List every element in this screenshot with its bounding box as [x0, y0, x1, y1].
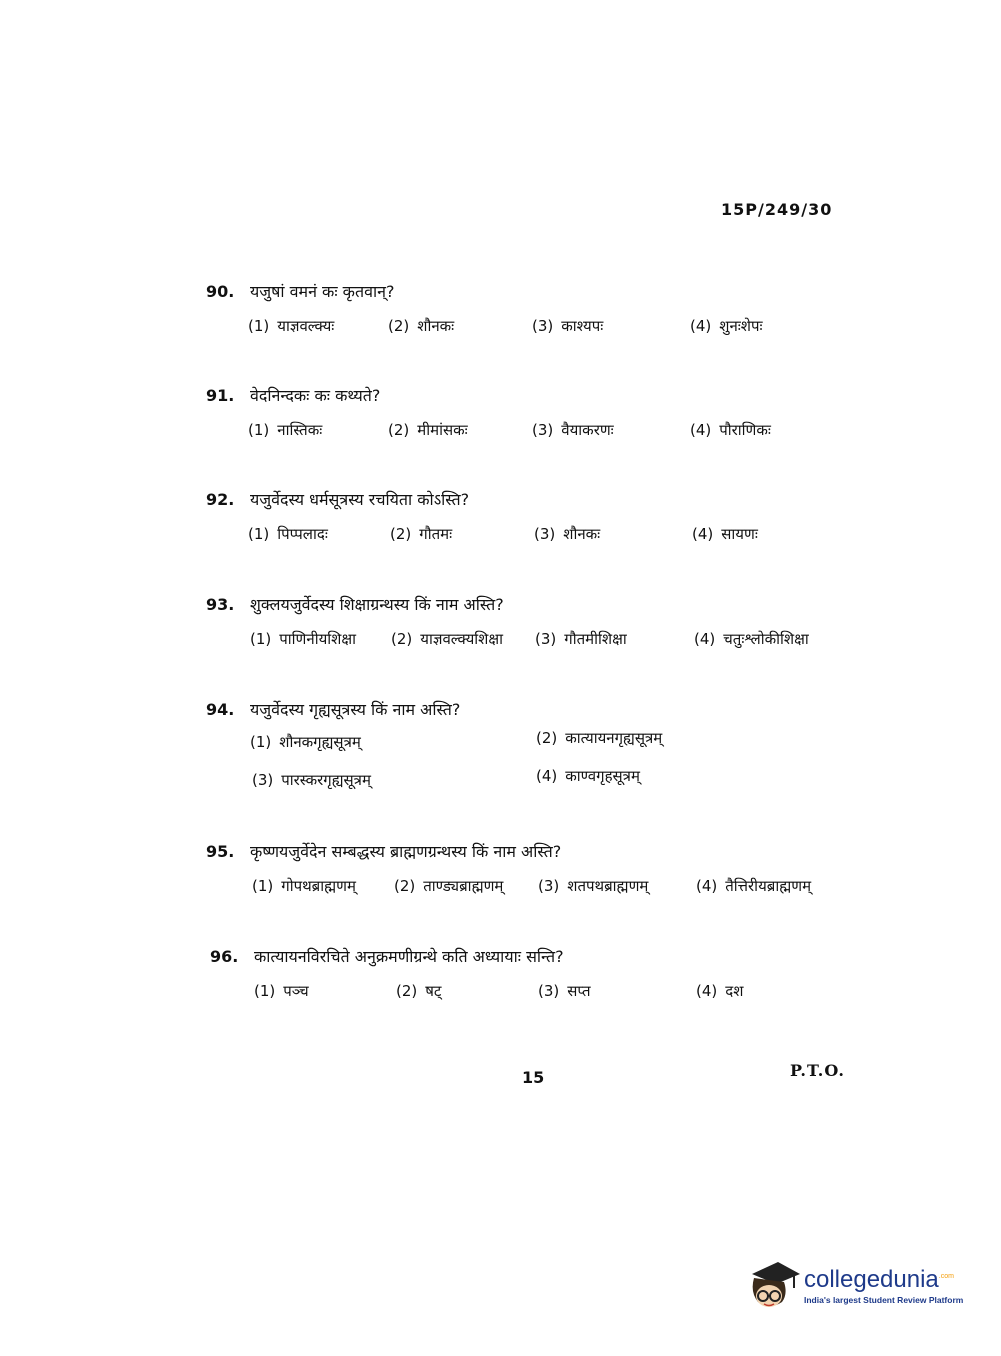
- paper-code: 15P/249/30: [721, 200, 833, 219]
- question-text: कात्यायनविरचिते अनुक्रमणीग्रन्थे कति अध्यायाः सन्ति?: [254, 947, 564, 966]
- option-2: (2) मीमांसकः: [388, 421, 468, 439]
- question-text: यजुर्वेदस्य गृह्यसूत्रस्य किं नाम अस्ति?: [250, 700, 461, 719]
- option-4: (4) चतुःश्लोकीशिक्षा: [694, 630, 809, 648]
- question-number: 93.: [206, 595, 235, 614]
- option-3: (3) शतपथब्राह्मणम्: [538, 877, 649, 895]
- collegedunia-logo: [742, 1252, 972, 1316]
- question-text: यजुर्वेदस्य धर्मसूत्रस्य रचयिता कोऽस्ति?: [250, 490, 470, 509]
- logo-name: collegedunia: [804, 1265, 939, 1293]
- question-number: 91.: [206, 386, 235, 405]
- option-4: (4) तैत्तिरीयब्राह्मणम्: [696, 877, 812, 895]
- option-3: (3) शौनकः: [534, 525, 601, 543]
- question-number: 95.: [206, 842, 235, 861]
- logo-suffix: .com: [938, 1272, 954, 1280]
- option-3: (3) वैयाकरणः: [532, 421, 614, 439]
- question-text: कृष्णयजुर्वेदेन सम्बद्धस्य ब्राह्मणग्रन्थस्य किं नाम अस्ति?: [250, 842, 562, 861]
- option-2: (2) कात्यायनगृह्यसूत्रम्: [536, 729, 663, 747]
- option-2: (2) याज्ञवल्क्यशिक्षा: [391, 630, 504, 648]
- option-1: (1) याज्ञवल्क्यः: [248, 317, 335, 335]
- question-94: [206, 698, 866, 806]
- option-1: (1) पञ्च: [254, 982, 309, 1000]
- question-text: शुक्लयजुर्वेदस्य शिक्षाग्रन्थस्य किं नाम अस्ति?: [250, 595, 504, 614]
- option-2: (2) षट्: [396, 982, 442, 1000]
- question-number: 96.: [210, 947, 239, 966]
- option-1: (1) पाणिनीयशिक्षा: [250, 630, 357, 648]
- option-4: (4) शुनःशेपः: [690, 317, 763, 335]
- question-90: [206, 280, 866, 346]
- mascot-icon: [742, 1254, 802, 1314]
- option-4: (4) काण्वगृहसूत्रम्: [536, 767, 640, 785]
- question-91: [206, 384, 866, 450]
- question-number: 90.: [206, 282, 235, 301]
- logo-tagline: India's largest Student Review Platform: [804, 1294, 964, 1305]
- option-3: (3) काश्यपः: [532, 317, 604, 335]
- page-number: 15: [522, 1068, 545, 1087]
- option-2: (2) शौनकः: [388, 317, 455, 335]
- question-number: 92.: [206, 490, 235, 509]
- pto-label: P.T.O.: [790, 1061, 845, 1080]
- option-1: (1) गोपथब्राह्मणम्: [252, 877, 356, 895]
- option-4: (4) पौराणिकः: [690, 421, 771, 439]
- question-95: [206, 840, 866, 906]
- option-4: (4) दश: [696, 982, 744, 1000]
- question-text: यजुषां वमनं कः कृतवान्?: [250, 282, 395, 301]
- option-1: (1) शौनकगृह्यसूत्रम्: [250, 733, 361, 751]
- question-93: [206, 593, 866, 659]
- question-92: [206, 488, 866, 554]
- option-2: (2) गौतमः: [390, 525, 453, 543]
- question-number: 94.: [206, 700, 235, 719]
- question-text: वेदनिन्दकः कः कथ्यते?: [250, 386, 381, 405]
- option-4: (4) सायणः: [692, 525, 758, 543]
- option-3: (3) सप्त: [538, 982, 591, 1000]
- option-3: (3) गौतमीशिक्षा: [535, 630, 627, 648]
- option-1: (1) पिप्पलादः: [248, 525, 328, 543]
- question-96: [210, 945, 870, 1011]
- option-3: (3) पारस्करगृह्यसूत्रम्: [252, 771, 371, 789]
- option-2: (2) ताण्ड्यब्राह्मणम्: [394, 877, 504, 895]
- option-1: (1) नास्तिकः: [248, 421, 323, 439]
